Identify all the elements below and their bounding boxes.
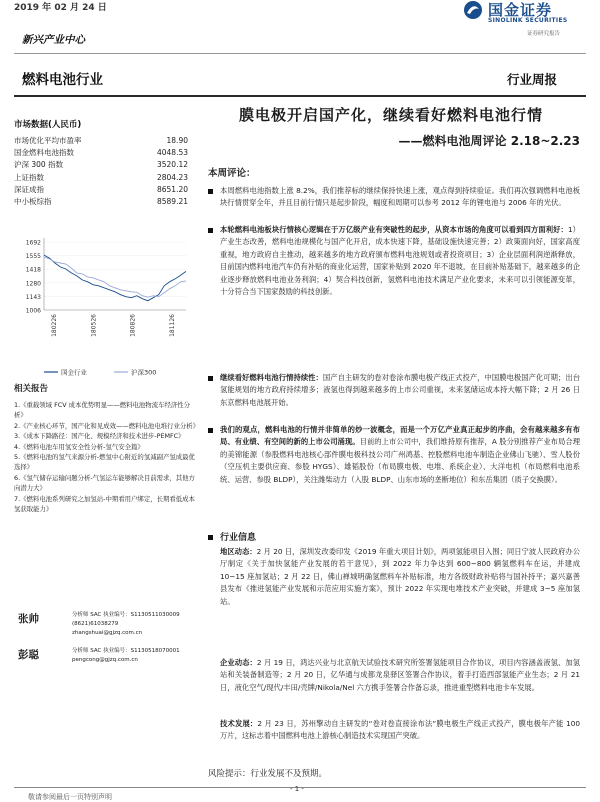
review-paragraph-2 xyxy=(208,224,580,298)
bullet-square-icon xyxy=(208,428,213,433)
company-news-text: 2 月 19 日，鸿达兴业与北京航天试验技术研究所签署氢能项目合作协议，项目内容涵盖液氢、加氢站和关装备制造等；2 月 20 日，亿华通与成都龙泉驿区签署合作协议，着手打造西部氢能产业生态；2 月 21 日，液化空气/现代/丰田/壳牌/Nikola/Nel 六方携手签署合作备忘录，推进重型燃料电池卡车发展。 xyxy=(220,658,580,692)
market-row-value: 18.90 xyxy=(166,136,188,145)
related-report-item[interactable]: 4.《燃料电池车用氢安全性分析-氢气安全篇》 xyxy=(14,442,144,451)
report-date: 2019 年 02 月 24 日 xyxy=(14,3,107,13)
analyst-contact-line[interactable]: pengcong@gjzq.com.cn xyxy=(72,657,138,663)
y-tick-label: 1143 xyxy=(25,293,41,301)
local-news xyxy=(220,546,580,608)
analyst-entry xyxy=(14,611,196,647)
related-report-item[interactable]: 7.《燃料电池系列研究之加氢站-中期看用户绑定，长期看低成本氢获取能力》 xyxy=(14,494,195,514)
header-divider xyxy=(14,53,586,54)
bullet-square-icon xyxy=(208,189,213,194)
company-news xyxy=(220,657,580,694)
market-row-label: 深证成指 xyxy=(14,184,44,194)
review-paragraph-4 xyxy=(208,424,580,486)
sinolink-logo-icon xyxy=(462,0,484,20)
p3-bold-text: 继续看好燃料电池行情持续性： xyxy=(220,373,323,382)
analyst-contact-line: 分析师 SAC 执业编号：S1130518070001 xyxy=(72,648,180,654)
market-row-value: 2804.23 xyxy=(156,172,188,182)
market-data-title: 市场数据(人民币) xyxy=(14,120,82,130)
bullet-square-icon xyxy=(208,376,213,381)
analyst-contact xyxy=(72,611,202,638)
p2-bold-text: 本轮燃料电池板块行情核心逻辑在于万亿级产业有突破性的起步，从资本市场的角度可以看到四方面利好： xyxy=(220,225,568,234)
series-line-hs300 xyxy=(44,257,186,297)
tech-news xyxy=(220,718,580,743)
analyst-name: 彭聪 xyxy=(18,649,39,661)
research-center: 新兴产业中心 xyxy=(22,34,85,46)
header-thick-divider xyxy=(14,95,586,97)
legend-label: 沪深300 xyxy=(131,368,157,377)
x-tick-label: 180826 xyxy=(129,314,137,337)
market-row-value: 8651.20 xyxy=(156,184,188,194)
market-row xyxy=(14,172,196,184)
related-report-item[interactable]: 6.《氢气储存运输问题分析-气氢运车能够解决目前需求，其他方向潜力大》 xyxy=(14,473,195,493)
report-title: 膜电极开启国产化，继续看好燃料电池行情 xyxy=(238,106,543,124)
company-news-label: 企业动态： xyxy=(220,658,257,667)
local-news-text: 2 月 20 日，深圳发改委印发《2019 年重大项目计划》，两项氢能项目入围；同日宁波人民政府办公厅制定《关于加快氢能产业发展的若干意见》，到 2022 年力争达到 600~800 辆氢燃料车在运，并建成 10~15 座加氢站；2 月 22 日，佛山禅城明确氢燃料车补贴标准，地方各级财政补贴将与国补持平；嘉兴嘉善县发布《推进氢能产业发展和示范应用实施方案》，预计 2022 年实现电堆技术产业突破，并建成 3~5 座加氢站。 xyxy=(220,547,581,606)
market-row-label: 市场优化平均市盈率 xyxy=(14,136,82,145)
review-paragraph-1: 本周燃料电池指数上涨 8.2%，我们推荐标的继续保持快速上涨，观点得到持续验证。我们再次强调燃料电池板块行情贯穿全年，并且目前行情只是起步阶段，幅度和周期可以参考 2012 年的锂电池与 2006 年的光伏。 xyxy=(208,185,580,210)
market-row-value: 3520.12 xyxy=(156,160,188,170)
market-row xyxy=(14,196,196,208)
p3-text: 国产自主研发的卷对卷涂布膜电极产线正式投产，中国膜电极国产化可期；出台氢能规划的地方政府持续增多；液氢也得到越来越多的上市公司重视，未来氢储运成本持大幅下降；2 月 26 日东京燃料电池展开始。 xyxy=(220,373,581,407)
series-line-industry xyxy=(44,255,186,301)
legend-label: 国金行业 xyxy=(61,368,87,377)
analyst-contact xyxy=(72,647,202,665)
y-tick-label: 1006 xyxy=(25,307,41,315)
analyst-contact-line: 分析师 SAC 执业编号：S1130511030009 xyxy=(72,612,180,618)
x-tick-label: 180226 xyxy=(51,314,58,337)
tech-news-label: 技术发展： xyxy=(220,719,258,728)
y-tick-label: 1418 xyxy=(25,266,41,274)
market-row-label: 国金燃料电池指数 xyxy=(14,148,74,158)
related-reports-title: 相关报告 xyxy=(14,384,49,394)
tech-news-text: 2 月 23 日，苏州擎动自主研发的“卷对卷直接涂布法”膜电极生产线正式投产，膜电极年产能 100 万片，这标志着中国燃料电池上游核心制造技术实现国产突破。 xyxy=(220,719,580,741)
analyst-contact-line[interactable]: zhangshuai@gjzq.com.cn xyxy=(72,630,143,636)
analyst-contact-line: (8621)61038279 xyxy=(72,621,119,627)
related-report-item[interactable]: 2.《产业核心环节，国产化和见成效——燃料电池电堆行业分析》 xyxy=(14,421,200,430)
analyst-panel xyxy=(14,611,196,683)
market-row xyxy=(14,184,196,196)
market-row-label: 上证指数 xyxy=(14,172,44,182)
related-report-item[interactable]: 1.《重载领域 FCV 成本优势明显——燃料电池物流车经济性分析》 xyxy=(14,401,191,420)
p4-text: 目前的上市公司中，我们维持原有推荐，A 股分别推荐产业布局合理的美锦能源（参股燃料电池核心部件膜电极科技公司广州鸿基、控股燃料电池车制造企业佛山飞驰）、雪人股份（空压机主要供应商、参股 HYGS）、雄韬股份（布局膜电极、电堆、系统企业）、大洋电机（布局燃料电池系统、运营、参股 BLDP），关注潍柴动力（入股 BLDP、山东市场的垄断地位）和东岳集团（质子交换膜）。 xyxy=(220,437,581,484)
industry-info-heading: 行业信息 xyxy=(208,530,256,543)
footer-disclaimer: 敬请参阅最后一页特别声明 xyxy=(28,793,112,801)
market-row-label: 中小板综指 xyxy=(14,197,52,207)
p2-text: 1）产业生态改善，燃料电池规模化与国产化开启，成本快速下降，基础设施快速完善；2）政策面向好，国家高度重视，地方政府自主推动，越来越多的地方政府颁布燃料电池规划或者投资项目；3）企业层面利润逆渐释放，目前国内燃料电池汽车仍有补贴的商业化运营，国家补贴到 2020 年不退坡，在目前补贴基础下，越来越多的企业逐步释放燃料电池业务利润；4）契合科技创新，氢燃料电池技术满足产业化要求，未来可以引领能源变革，十分符合当下国家鼓励的科技创新。 xyxy=(220,225,580,297)
market-row-value: 4048.53 xyxy=(156,148,188,158)
related-reports-list xyxy=(14,400,200,514)
market-row xyxy=(14,159,196,171)
p4-bold-text: 我们的观点，燃料电池的行情并非简单的炒一波概念，而是一个万亿产业真正起步的序曲，会有越来越多有布局、有业绩、有空间的新的上市公司涌现。 xyxy=(220,425,580,447)
market-data-panel xyxy=(14,118,196,208)
y-tick-label: 1280 xyxy=(25,280,41,288)
logo-name-en: SINOLINK SECURITIES xyxy=(488,17,568,24)
report-subtitle: ——燃料电池周评论 2.18~2.23 xyxy=(398,134,580,148)
x-tick-label: 181126 xyxy=(169,314,176,337)
market-row xyxy=(14,135,196,147)
industry-title: 燃料电池行业 xyxy=(22,72,103,88)
market-row-value: 8589.21 xyxy=(156,197,188,207)
logo-name-cn: 国金证券 xyxy=(488,1,553,19)
review-paragraph-3 xyxy=(208,372,580,409)
related-report-item[interactable]: 3.《成本下降路径：国产化、规模经济和技术进步-PEMFC》 xyxy=(14,432,185,441)
x-tick-label: 180526 xyxy=(90,314,98,337)
local-news-label: 地区动态： xyxy=(220,547,257,556)
line-chart xyxy=(14,230,196,380)
y-tick-label: 1555 xyxy=(25,253,41,261)
risk-warning: 风险提示：行业发展不及预期。 xyxy=(208,769,328,779)
analyst-entry xyxy=(14,647,196,683)
market-row-label: 沪深 300 指数 xyxy=(14,160,64,170)
index-chart xyxy=(14,230,196,405)
page-number: - 1 - xyxy=(290,785,304,793)
related-report-item[interactable]: 5.《燃料电池的氢气来源分析-燃氢中心附近的氢减副产氢成最优选择》 xyxy=(14,453,195,472)
weekly-review-heading: 本周评论： xyxy=(208,168,256,179)
bullet-square-icon xyxy=(208,228,213,233)
logo-subtitle: 证券研究报告 xyxy=(527,31,561,37)
bullet-square-icon xyxy=(208,535,213,540)
report-type: 行业周报 xyxy=(507,72,558,87)
y-tick-label: 1692 xyxy=(25,239,41,247)
market-row xyxy=(14,147,196,159)
analyst-name: 张帅 xyxy=(18,613,39,625)
